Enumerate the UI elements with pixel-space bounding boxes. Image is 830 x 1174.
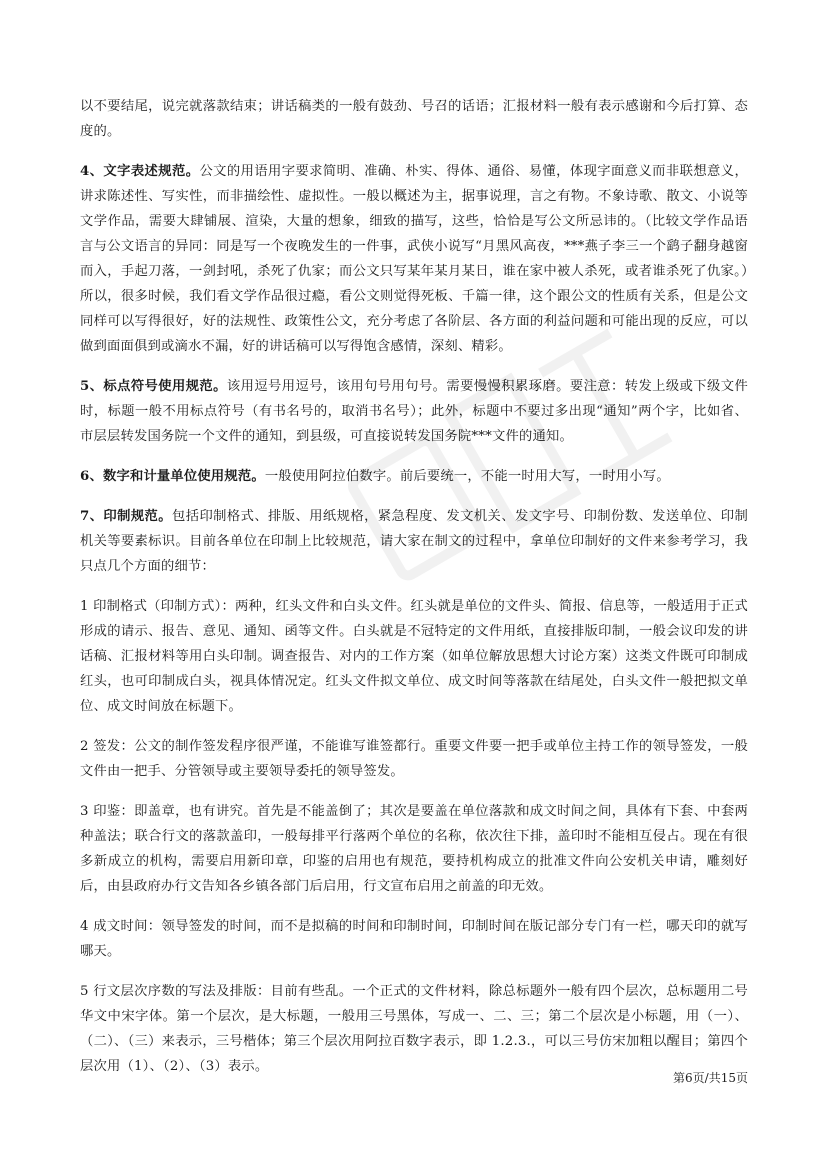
paragraph-1-text: 以不要结尾，说完就落款结束；讲话稿类的一般有鼓劲、号召的话语；汇报材料一般有表示感谢和今后打算、态度的。 bbox=[80, 99, 748, 139]
paragraph-4 bbox=[80, 464, 748, 489]
paragraph-7-text: 2 签发：公文的制作签发程序很严谨，不能谁写谁签都行。重要文件要一把手或单位主持工作的领导签发，一般文件由一把手、分管领导或主要领导委托的领导签发。 bbox=[80, 739, 748, 779]
paragraph-3 bbox=[80, 374, 748, 449]
paragraph-9-text: 4 成文时间：领导签发的时间，而不是拟稿的时间和印制时间，印制时间在版记部分专门有一栏，哪天印的就写哪天。 bbox=[80, 919, 748, 959]
paragraph-6-text: 1 印制格式（印制方式）：两种，红头文件和白头文件。红头就是单位的文件头、简报、信息等，一般适用于正式形成的请示、报告、意见、通知、函等文件。白头就是不冠特定的文件用纸，直接排版印制，一般会议印发的讲话稿、汇报材料等用白头印制。调查报告、对内的工作方案（如单位解放思想大讨论方案）这类文件既可印制成红头，也可印制成白头，视具体情况定。红头文件拟文单位、成文时间等落款在结尾处，白头文件一般把拟文单位、成文时间放在标题下。 bbox=[80, 599, 748, 714]
paragraph-2 bbox=[80, 159, 748, 359]
paragraph-3-heading: 5、标点符号使用规范。 bbox=[80, 379, 227, 394]
paragraph-5-heading: 7、印制规范。 bbox=[80, 509, 172, 524]
paragraph-8-text: 3 印鉴：即盖章，也有讲究。首先是不能盖倒了；其次是要盖在单位落款和成文时间之间，具体有下套、中套两种盖法；联合行文的落款盖印，一般每排平行落两个单位的名称，依次往下排，盖印时不能相互侵占。现在有很多新成立的机构，需要启用新印章，印鉴的启用也有规范，要持机构成立的批准文件向公安机关申请，雕刻好后，由县政府办行文告知各乡镇各部门后启用，行文宣布启用之前盖的印无效。 bbox=[80, 804, 748, 894]
paragraph-8 bbox=[80, 799, 748, 899]
page-number: 第6页/共15页 bbox=[673, 1071, 748, 1085]
paragraph-2-heading: 4、文字表述规范。 bbox=[80, 164, 200, 179]
document-body bbox=[80, 94, 748, 1094]
paragraph-9 bbox=[80, 914, 748, 964]
paragraph-1 bbox=[80, 94, 748, 144]
paragraph-2-text: 公文的用语用字要求简明、准确、朴实、得体、通俗、易懂，体现字面意义而非联想意义，讲求陈述性、写实性，而非描绘性、虚拟性。一般以概述为主，据事说理，言之有物。不象诗歌、散文、小说等文学作品，需要大肆铺展、渲染，大量的想象，细致的描写，这些，恰恰是写公文所忌讳的。（比较文学作品语言与公文语言的异同：同是写一个夜晚发生的一件事，武侠小说写“月黑风高夜，***燕子李三一个鹞子翻身越窗而入，手起刀落，一剑封吼，杀死了仇家；而公文只写某年某月某日，谁在家中被人杀死，或者谁杀死了仇家。）所以，很多时候，我们看文学作品很过瘾，看公文则觉得死板、千篇一律，这个跟公文的性质有关系，但是公文同样可以写得很好，好的法规性、政策性公文，充分考虑了各阶层、各方面的利益问题和可能出现的反应，可以做到面面俱到或滴水不漏，好的讲话稿可以写得饱含感情，深刻、精彩。 bbox=[80, 164, 748, 354]
paragraph-4-heading: 6、数字和计量单位使用规范。 bbox=[80, 469, 265, 484]
paragraph-3-text: 该用逗号用逗号，该用句号用句号。需要慢慢积累琢磨。要注意：转发上级或下级文件时，标题一般不用标点符号（有书名号的，取消书名号）；此外，标题中不要过多出现“通知”两个字，比如省、市层层转发国务院一个文件的通知，到县级，可直接说转发国务院***文件的通知。 bbox=[80, 379, 748, 444]
paragraph-10 bbox=[80, 979, 748, 1079]
paragraph-4-text: 一般使用阿拉伯数字。前后要统一，不能一时用大写，一时用小写。 bbox=[264, 469, 670, 484]
paragraph-10-text: 5 行文层次序数的写法及排版：目前有些乱。一个正式的文件材料，除总标题外一般有四个层次，总标题用二号华文中宋字体。第一个层次，是大标题，一般用三号黑体，写成一、二、三；第二个层次是小标题，用（一）、（二）、（三）来表示，三号楷体；第三个层次用阿拉百数字表示，即 1.2.3.，可以三号仿宋加粗以醒目；第四个层次用（1）、（2）、（3）表示。 bbox=[80, 984, 748, 1074]
paragraph-5 bbox=[80, 504, 748, 579]
paragraph-6 bbox=[80, 594, 748, 719]
paragraph-5-text: 包括印制格式、排版、用纸规格，紧急程度、发文机关、发文字号、印制份数、发送单位、印制机关等要素标识。目前各单位在印制上比较规范，请大家在制文的过程中，拿单位印制好的文件来参考学习，我只点几个方面的细节： bbox=[80, 509, 748, 574]
paragraph-7 bbox=[80, 734, 748, 784]
